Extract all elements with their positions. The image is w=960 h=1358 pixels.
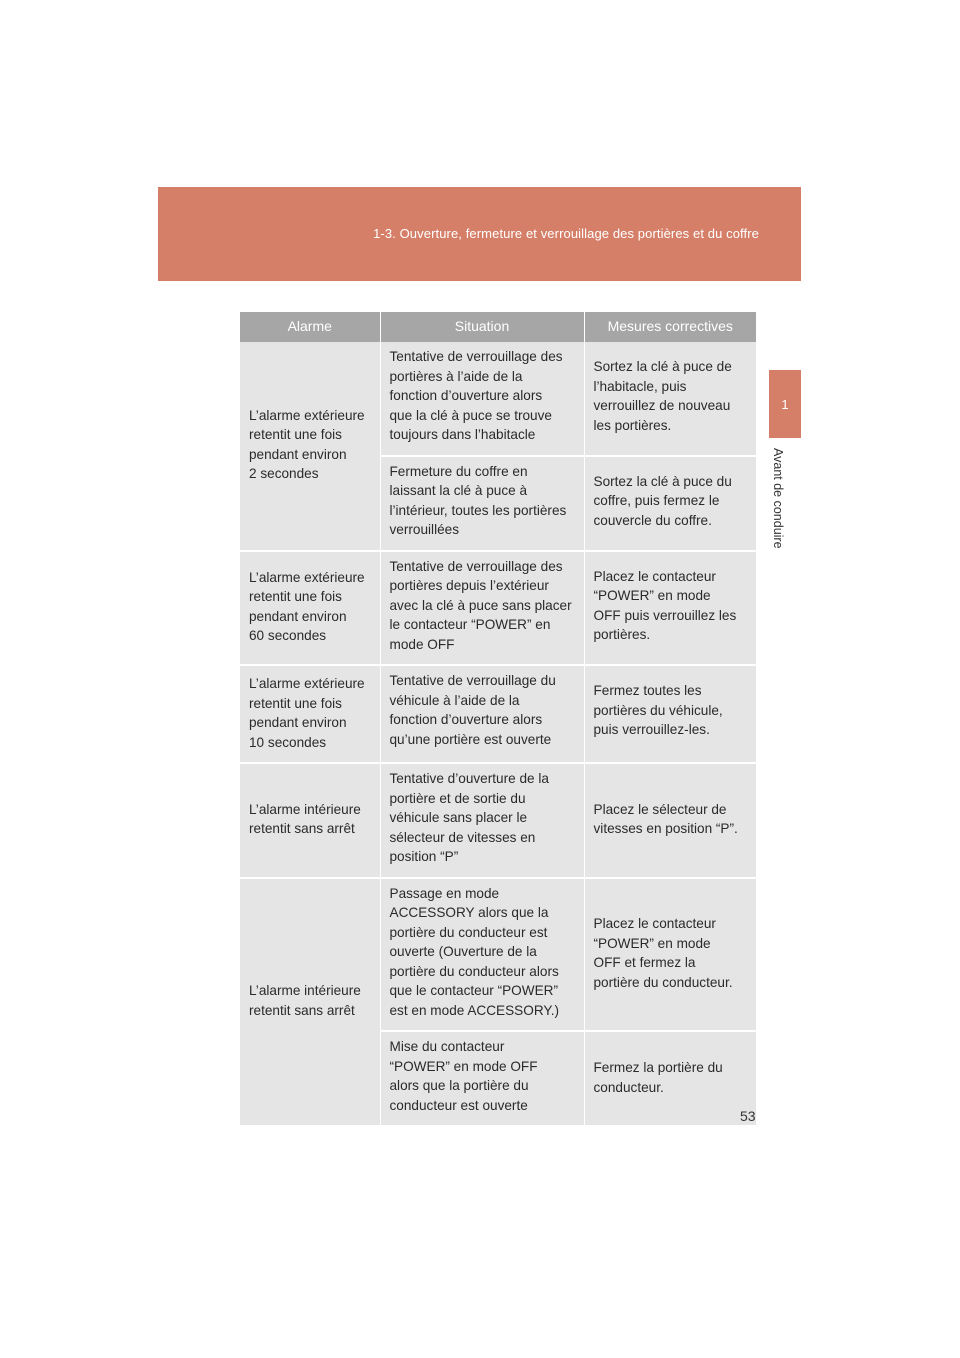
table-row xyxy=(240,551,756,666)
table-row xyxy=(240,342,756,456)
section-title: 1-3. Ouverture, fermeture et verrouillage des portières et du coffre xyxy=(373,226,759,241)
alarm-cell xyxy=(240,878,380,1127)
remedy-cell xyxy=(584,665,756,763)
remedy-text: Placez le sélecteur de vitesses en position “P”. xyxy=(593,801,738,837)
chapter-number: 1 xyxy=(781,396,789,412)
table-row xyxy=(240,665,756,763)
section-header-band xyxy=(158,187,801,281)
remedy-cell xyxy=(584,1031,756,1126)
situation-text: Fermeture du coffre en laissant la clé à puce à l’intérieur, toutes les portières verrouillées xyxy=(389,463,567,537)
remedy-text: Fermez toutes les portières du véhicule, puis verrouillez-les. xyxy=(593,683,723,737)
situation-text: Tentative d’ouverture de la portière et de sortie du véhicule sans placer le sélecteur de vitesses en position “P” xyxy=(389,771,549,864)
situation-text: Tentative de verrouillage du véhicule à l’aide de la fonction d’ouverture alors qu’une portière est ouverte xyxy=(389,673,556,747)
alarm-cell xyxy=(240,665,380,763)
alarm-text: L’alarme intérieure retentit sans arrêt xyxy=(249,801,361,837)
remedy-text: Placez le contacteur “POWER” en mode OFF et fermez la portière du conducteur. xyxy=(593,916,733,990)
situation-cell xyxy=(380,665,584,763)
column-header-alarm: Alarme xyxy=(240,312,380,342)
remedy-cell xyxy=(584,551,756,666)
remedy-cell xyxy=(584,342,756,456)
situation-cell xyxy=(380,551,584,666)
situation-text: Mise du contacteur “POWER” en mode OFF alors que la portière du conducteur est ouverte xyxy=(389,1039,538,1113)
situation-text: Tentative de verrouillage des portières à l’aide de la fonction d’ouverture alors que la clé à puce se trouve toujours dans l’habitacle xyxy=(389,349,563,442)
remedy-text: Placez le contacteur “POWER” en mode OFF puis verrouillez les portières. xyxy=(593,568,737,642)
column-header-remedy: Mesures correctives xyxy=(584,312,756,342)
alarm-text: L’alarme intérieure retentit sans arrêt xyxy=(249,983,361,1018)
alarm-text: L’alarme extérieure retentit une fois pendant environ 2 secondes xyxy=(249,407,365,482)
alarm-table xyxy=(240,312,756,1127)
alarm-text: L’alarme extérieure retentit une fois pendant environ 10 secondes xyxy=(249,676,365,750)
remedy-text: Sortez la clé à puce de l’habitacle, puis verrouillez de nouveau les portières. xyxy=(593,359,732,433)
alarm-text: L’alarme extérieure retentit une fois pendant environ 60 secondes xyxy=(249,569,365,644)
table-header-row xyxy=(240,312,756,342)
situation-cell xyxy=(380,763,584,878)
chapter-tab xyxy=(769,370,801,438)
column-header-situation: Situation xyxy=(380,312,584,342)
situation-cell xyxy=(380,1031,584,1126)
situation-cell xyxy=(380,878,584,1032)
page-number: 53 xyxy=(740,1108,756,1124)
remedy-text: Fermez la portière du conducteur. xyxy=(593,1060,723,1095)
situation-cell xyxy=(380,456,584,551)
alarm-cell xyxy=(240,342,380,551)
remedy-cell xyxy=(584,878,756,1032)
alarm-cell xyxy=(240,551,380,666)
remedy-cell xyxy=(584,456,756,551)
alarm-cell xyxy=(240,763,380,878)
table-row xyxy=(240,878,756,1032)
table-row xyxy=(240,763,756,878)
remedy-text: Sortez la clé à puce du coffre, puis fermez le couvercle du coffre. xyxy=(593,473,732,528)
remedy-cell xyxy=(584,763,756,878)
chapter-label: Avant de conduire xyxy=(771,448,785,549)
situation-text: Passage en mode ACCESSORY alors que la portière du conducteur est ouverte (Ouverture de la portière du conducteur alors que le contacteur “POWER” est en mode ACCESSORY.) xyxy=(389,885,560,1018)
situation-text: Tentative de verrouillage des portières depuis l’extérieur avec la clé à puce sans placer le contacteur “POWER” en mode OFF xyxy=(389,558,572,652)
situation-cell xyxy=(380,342,584,456)
